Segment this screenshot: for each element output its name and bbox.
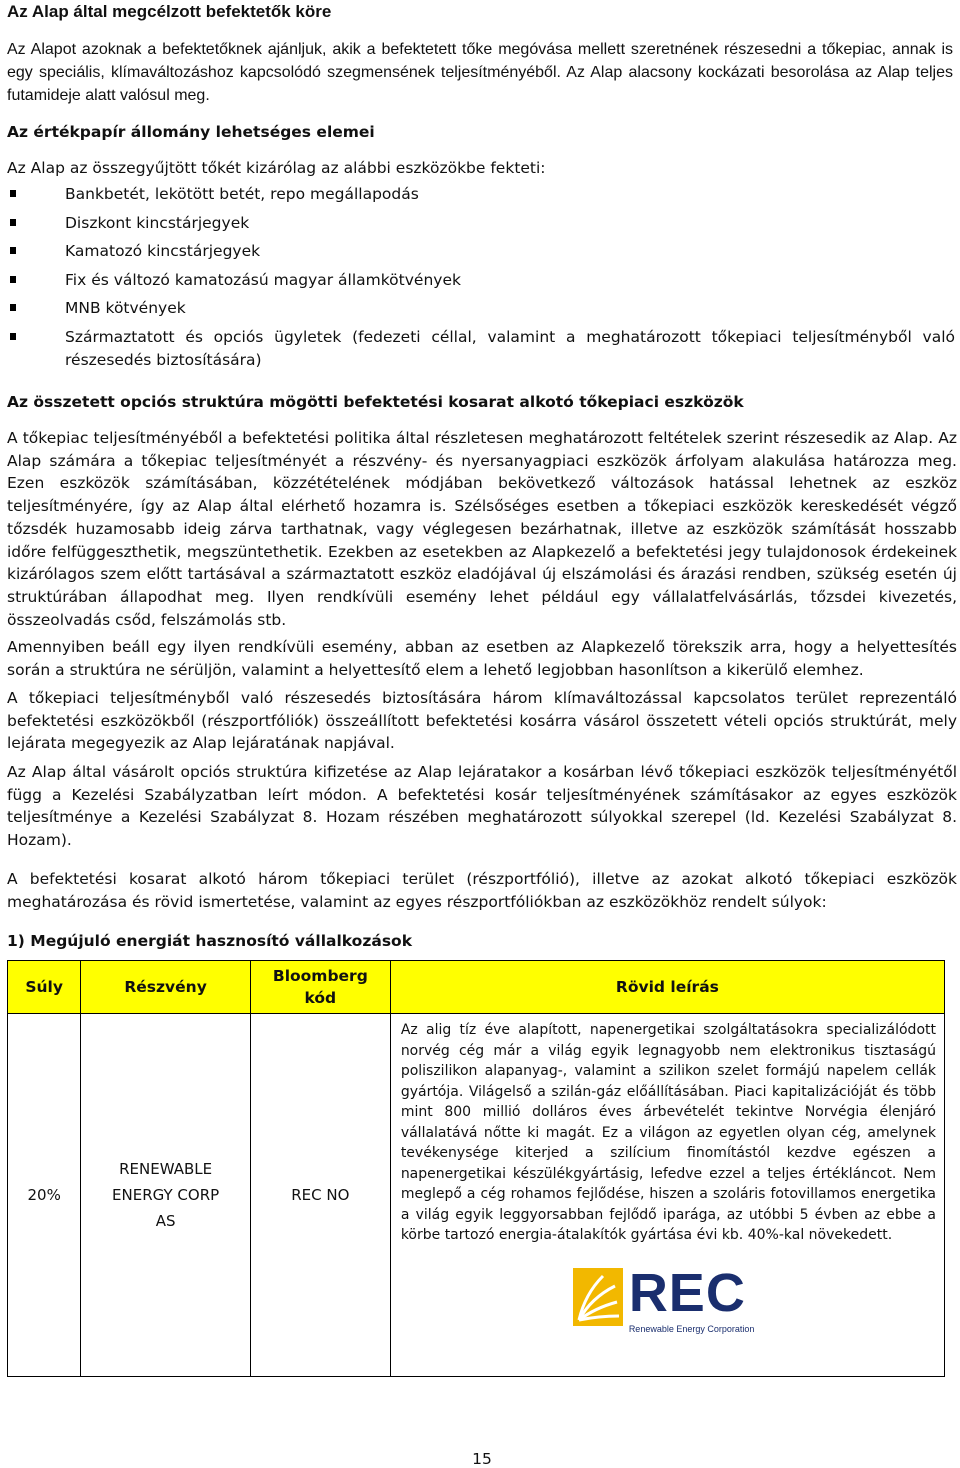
- option-structure-paragraph-3: A tőkepiaci teljesítményből való részesedés biztosítására három klímaváltozással kapcsolatos terület reprezentáló befektetési eszközökből (részportfóliók) összeállított befektetési kosárra vásárol összetett vételi opciós struktúrát, mely lejárata megegyezik az Alap lejáratának napjával.: [7, 689, 957, 753]
- rec-logo-subtext: Renewable Energy Corporation: [628, 1323, 755, 1334]
- cell-description: [390, 1014, 944, 1377]
- bullet-square-icon: [10, 219, 16, 226]
- rec-logo: [573, 1262, 783, 1340]
- option-structure-heading: Az összetett opciós struktúra mögötti befektetési kosarat alkotó tőkepiaci eszközök: [7, 393, 744, 411]
- header-bloomberg-code: Bloomberg kód: [250, 961, 390, 1014]
- rec-logo-text: REC: [628, 1262, 746, 1323]
- header-stock: Részvény: [81, 961, 251, 1014]
- cell-stock: RENEWABLE ENERGY CORP AS: [81, 1014, 251, 1377]
- list-item: Kamatozó kincstárjegyek: [7, 240, 955, 263]
- bullet-square-icon: [10, 247, 16, 254]
- header-weight: Súly: [8, 961, 81, 1014]
- target-investors-text: Az Alapot azoknak a befektetőknek ajánljuk, akik a befektetett tőke megóvása mellett szeretnének részesedni a tőkepiac, annak is egy speciális, klímaváltozáshoz kapcsolódó szegmensének teljesítményéből. Az Alap alacsony kockázati besorolása az Alap teljes futamideje alatt valósul meg.: [7, 41, 953, 104]
- list-item: MNB kötvények: [7, 297, 955, 320]
- option-structure-paragraph-5: A befektetési kosarat alkotó három tőkepiaci terület (részportfólió), illetve az azokat alkotó tőkepiaci eszközök meghatározása és rövid ismertetése, valamint az egyes részportfóliókban az eszközökhöz rendelt súlyok:: [7, 870, 957, 911]
- page-number: 15: [472, 1450, 492, 1468]
- list-item: Diszkont kincstárjegyek: [7, 212, 955, 235]
- company-description: Az alig tíz éve alapított, napenergetikai szolgáltatásokra specializálódott norvég cég már a világ egyik legnagyobb nem elektronikus tisztaságú poliszilikon alapanyag-, valamint a szilikon szelet formájú napelem cellák gyártója. Világelső a szilán-gáz előállításában. Piaci kapitalizációját és több mint 800 millió dolláros éves árbevételét tekintve Norvégia élenjáró vállalatává nőtte ki magát. Ez a világon az egyetlen olyan cég, amelynek tevékenysége kiterjed a szilícium finomítástól kezdve egészen a napenergetikai készülékgyártásig, lefedve ezzel a teljes értékláncot. Nem meglepő a cég rohamos fejlődése, hiszen a szoláris fotovillamos energetika a világ egyik leggyorsabban fejlődő iparága, az utóbbi 5 évben az ebbe a körbe tartozó energia-átalakítók gyártása évi kb. 40%-kal növekedett.: [400, 1022, 936, 1243]
- option-structure-paragraph-1: A tőkepiac teljesítményéből a befektetési politika által részletesen meghatározott feltételek szerint részesedik az Alap. Az Alap számára a tőkepiac teljesítményét a részvény- és nyersanyagpiaci eszközök árfolyam alakulása határozza meg. Ezen eszközök számításában, közzétételének módjában bekövetkező változások hatással lehetnek az eszköz teljesítményére, így az Alap által elérhető hozamra is. Szélsőséges esetben a tőkepiaci eszközök kereskedését végző tőzsdék huzamosabb ideig zárva tarthatnak, vagy véglegesen bezárhatnak, illetve az eszközök számítását hosszabb időre felfüggeszthetik, megszüntethetik. Ezekben az esetekben az Alapkezelő a befektetési jegy tulajdonosok érdekeinek kizárólagos szem előtt tartásával a származtatott eszköz eladójával új elszámolási és árazási rendben, szükség esetén új struktúrában állapodhat meg. Ilyen rendkívüli esemény lehet például egy vállalatfelvásárlás, tőzsdei kivezetés, összeolvadás csőd, felszámolás stb.: [7, 429, 957, 629]
- bullet-square-icon: [10, 276, 16, 283]
- option-structure-paragraph-2: Amennyiben beáll egy ilyen rendkívüli esemény, abban az esetben az Alapkezelő törekszik arra, hogy a helyettesítés során a struktúra ne sérüljön, valamint a helyettesítő elem a lehető legjobban hasonlítson a kikerülő elemhez.: [7, 638, 957, 679]
- target-investors-heading: Az Alap által megcélzott befektetők köre: [7, 2, 332, 21]
- asset-bullet-list: [7, 183, 955, 377]
- list-item: Bankbetét, lekötött betét, repo megállapodás: [7, 183, 955, 206]
- bullet-square-icon: [10, 190, 16, 197]
- list-item: Fix és változó kamatozású magyar államkötvények: [7, 269, 955, 292]
- renewable-energy-table: [7, 960, 945, 1377]
- portfolio-elements-heading: Az értékpapír állomány lehetséges elemei: [7, 123, 375, 141]
- table-row: [8, 1014, 945, 1377]
- list-item: Származtatott és opciós ügyletek (fedezeti céllal, valamint a meghatározott tőkepiaci teljesítményből való részesedés biztosítására): [7, 326, 955, 372]
- renewable-energy-heading: 1) Megújuló energiát hasznosító vállalkozások: [7, 932, 412, 950]
- cell-weight: 20%: [8, 1014, 81, 1377]
- bullet-square-icon: [10, 333, 16, 340]
- header-short-description: Rövid leírás: [390, 961, 944, 1014]
- cell-bloomberg-code: REC NO: [250, 1014, 390, 1377]
- portfolio-elements-intro: Az Alap az összegyűjtött tőkét kizárólag az alábbi eszközökbe fekteti:: [7, 159, 546, 177]
- table-header-row: [8, 961, 945, 1014]
- bullet-square-icon: [10, 304, 16, 311]
- option-structure-paragraph-4: Az Alap által vásárolt opciós struktúra kifizetése az Alap lejáratakor a kosárban lévő tőkepiaci eszközök teljesítményétől függ a Kezelési Szabályzatban leírt módon. A befektetési kosár teljesítményének számításakor az egyes eszközök teljesítménye a Kezelési Szabályzat 8. Hozam részében meghatározott súlyokkal szerepel (ld. Kezelési Szabályzat 8. Hozam).: [7, 763, 957, 850]
